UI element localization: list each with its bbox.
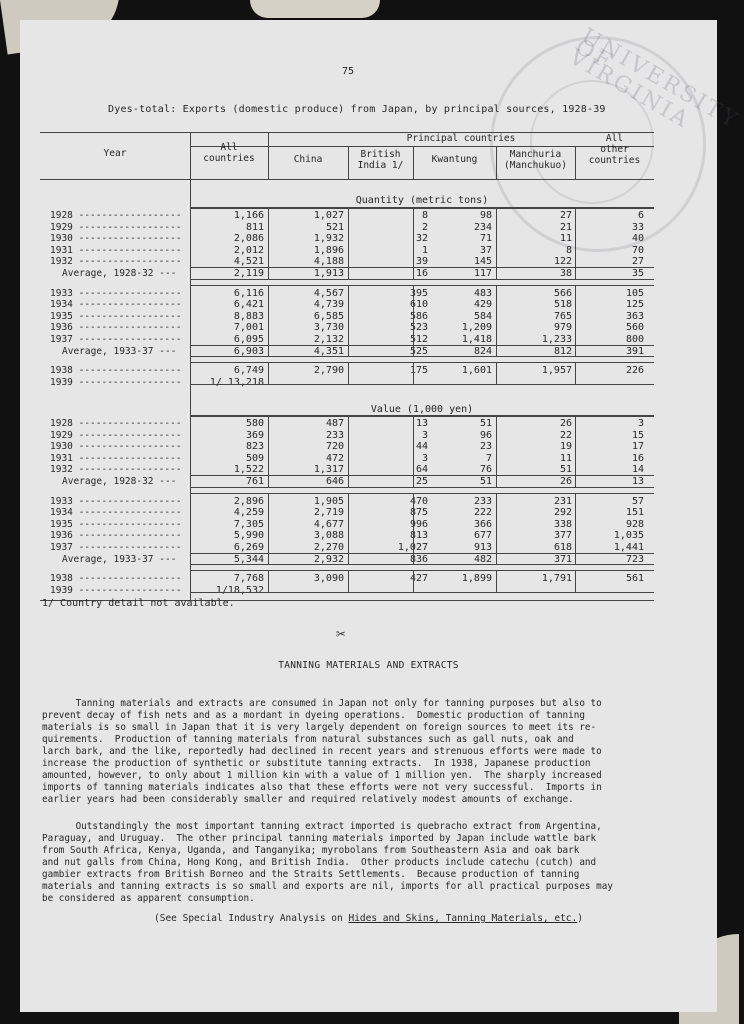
- cell-china: 4,739: [313, 299, 344, 311]
- see-also-link[interactable]: Hides and Skins, Tanning Materials, etc.: [348, 913, 578, 924]
- average-label: Average, 1933-37 ---: [62, 345, 177, 357]
- average-bottom-rule: [190, 279, 654, 280]
- section-title: Value (1,000 yen): [370, 404, 474, 415]
- table-column-rule: [268, 285, 269, 357]
- table-column-rule: [268, 362, 269, 384]
- tail-top-rule: [190, 362, 654, 363]
- section-top-rule: [190, 208, 654, 209]
- cell-all-other: 15: [631, 429, 644, 441]
- average-bottom-rule: [190, 356, 654, 357]
- tail-top-rule: [190, 570, 654, 571]
- cell-all-other: 928: [625, 518, 644, 530]
- table-column-rule: [413, 415, 414, 487]
- cell-china: 4,677: [313, 518, 344, 530]
- cell-china: 4,567: [313, 287, 344, 299]
- cell-all-countries: 2,086: [233, 233, 264, 245]
- cell-china: 487: [325, 418, 344, 429]
- cell-manchuria: 292: [553, 507, 572, 519]
- cell-manchuria: 51: [559, 464, 572, 476]
- cell-all-countries: 823: [245, 441, 264, 453]
- cell-british-india: 2: [421, 221, 428, 233]
- cell-british-india: 836: [409, 553, 428, 565]
- see-also-prefix: (See Special Industry Analysis on: [154, 913, 349, 924]
- table-column-rule: [496, 570, 497, 592]
- cell-manchuria: 338: [553, 518, 572, 530]
- cell-manchuria: 1,791: [541, 573, 572, 585]
- cell-british-india: 1,027: [397, 542, 428, 553]
- cell-china: 521: [325, 221, 344, 233]
- cell-kwantung: 1,209: [461, 322, 492, 334]
- table-column-rule: [413, 285, 414, 357]
- cell-manchuria: 231: [553, 495, 572, 507]
- cell-all-other: 57: [631, 495, 644, 507]
- cell-all-countries: 4,521: [233, 256, 264, 268]
- year-label: 1928 ------------------: [50, 418, 182, 429]
- cell-all-other: 70: [631, 244, 644, 256]
- document-page: [20, 20, 744, 1012]
- year-label: 1939 ------------------: [50, 376, 182, 388]
- section-top-rule: [190, 416, 654, 417]
- year-label: 1938 ------------------: [50, 573, 182, 585]
- cell-all-countries: 2,896: [233, 495, 264, 507]
- cell-kwantung: 913: [473, 542, 492, 553]
- cell-british-india: 39: [415, 256, 428, 268]
- cell-british-india: 44: [415, 441, 428, 453]
- cell-manchuria: 27: [559, 210, 572, 221]
- year-label: 1936 ------------------: [50, 530, 182, 542]
- cell-british-india: 25: [415, 476, 428, 487]
- paragraph-tanning-imports: Outstandingly the most important tanning extract imported is quebracho extract from Argentina, Paraguay, and Uruguay. The other principal tanning materials imported by Japan include wattle bark from South Africa, Kenya, Uganda, and Tanganyika; myrobolans from Southeastern Asia and oak bark and nut galls from China, Hong Kong, and British India. Other products include catechu (cutch) and gambier extracts from British Borneo and the Straits Settlements. Because production of tanning materials and tanning extracts is so small and exports are nil, imports for all practical purposes may be considered as apparent consumption.: [42, 821, 613, 904]
- cell-all-countries: 5,344: [233, 553, 264, 565]
- cell-british-india: 586: [409, 310, 428, 322]
- year-column-rule: [190, 179, 191, 600]
- cell-china: 6,585: [313, 310, 344, 322]
- cell-all-countries: 811: [245, 221, 264, 233]
- cell-kwantung: 482: [473, 553, 492, 565]
- year-label: 1934 ------------------: [50, 507, 182, 519]
- cell-all-countries: 2,119: [233, 268, 264, 279]
- ornament-icon: ✂: [336, 624, 346, 643]
- cell-british-india: 3: [421, 429, 428, 441]
- cell-all-countries: 4,259: [233, 507, 264, 519]
- cell-manchuria: 618: [553, 542, 572, 553]
- cell-all-countries: 2,012: [233, 244, 264, 256]
- cell-kwantung: 117: [473, 268, 492, 279]
- cell-all-other: 560: [625, 322, 644, 334]
- cell-china: 3,088: [313, 530, 344, 542]
- cell-british-india: 610: [409, 299, 428, 311]
- table-column-rule: [268, 207, 269, 279]
- cell-all-other: 13: [631, 476, 644, 487]
- cell-china: 646: [325, 476, 344, 487]
- cloth-edge-top: [250, 0, 380, 18]
- cell-british-india: 525: [409, 345, 428, 357]
- cell-british-india: 875: [409, 507, 428, 519]
- table-column-rule: [268, 493, 269, 565]
- cell-british-india: 3: [421, 452, 428, 464]
- cell-all-countries: 6,116: [233, 287, 264, 299]
- footnote: 1/ Country detail not available.: [42, 598, 235, 609]
- cell-british-india: 813: [409, 530, 428, 542]
- year-label: 1932 ------------------: [50, 464, 182, 476]
- cell-kwantung: 483: [473, 287, 492, 299]
- cell-china: 1,905: [313, 495, 344, 507]
- cell-all-countries: 7,305: [233, 518, 264, 530]
- year-label: 1939 ------------------: [50, 584, 182, 596]
- year-label: 1930 ------------------: [50, 441, 182, 453]
- cell-all-other: 27: [631, 256, 644, 268]
- cell-manchuria: 38: [559, 268, 572, 279]
- cell-british-india: 175: [409, 365, 428, 377]
- cell-manchuria: 21: [559, 221, 572, 233]
- header-kwantung: Kwantung: [431, 154, 478, 165]
- cell-kwantung: 37: [479, 244, 492, 256]
- cell-all-other: 391: [625, 345, 644, 357]
- year-label: 1930 ------------------: [50, 233, 182, 245]
- cell-kwantung: 23: [479, 441, 492, 453]
- cell-all-countries: 1/ 13,218: [209, 376, 264, 388]
- cell-manchuria: 11: [559, 452, 572, 464]
- cell-manchuria: 8: [565, 244, 572, 256]
- header-manchuria: Manchuria (Manchukuo): [504, 149, 567, 171]
- cell-all-countries: 7,768: [233, 573, 264, 585]
- cell-kwantung: 234: [473, 221, 492, 233]
- table-column-rule: [496, 415, 497, 487]
- cell-china: 4,351: [313, 345, 344, 357]
- group-top-rule: [190, 415, 654, 416]
- seal-lettering: UNIVERSITY OF VIRGINIA: [564, 23, 744, 135]
- cell-all-other: 3: [637, 418, 644, 429]
- cell-china: 2,132: [313, 334, 344, 345]
- cell-all-other: 226: [625, 365, 644, 377]
- cell-manchuria: 22: [559, 429, 572, 441]
- table-column-rule: [496, 362, 497, 384]
- cell-all-countries: 6,903: [233, 345, 264, 357]
- header-all-countries: All countries: [203, 142, 255, 164]
- average-bottom-rule: [190, 564, 654, 565]
- year-label: 1935 ------------------: [50, 518, 182, 530]
- year-label: 1933 ------------------: [50, 495, 182, 507]
- table-column-rule: [575, 207, 576, 279]
- cell-manchuria: 371: [553, 553, 572, 565]
- table-column-rule: [575, 493, 576, 565]
- cell-all-countries: 6,095: [233, 334, 264, 345]
- header-principal-countries: Principal countries: [406, 133, 516, 144]
- table-column-rule: [348, 285, 349, 357]
- cell-kwantung: 145: [473, 256, 492, 268]
- cell-kwantung: 1,418: [461, 334, 492, 345]
- group-top-rule: [190, 207, 654, 208]
- table-column-rule: [496, 207, 497, 279]
- year-label: 1932 ------------------: [50, 256, 182, 268]
- group-top-rule: [190, 285, 654, 286]
- cell-china: 1,317: [313, 464, 344, 476]
- average-label: Average, 1928-32 ---: [62, 476, 177, 487]
- average-label: Average, 1933-37 ---: [62, 553, 177, 565]
- year-label: 1933 ------------------: [50, 287, 182, 299]
- cell-kwantung: 1,899: [461, 573, 492, 585]
- table-title: Dyes-total: Exports (domestic produce) from Japan, by principal sources, 1928-39: [108, 104, 606, 115]
- cell-manchuria: 765: [553, 310, 572, 322]
- cell-kwantung: 222: [473, 507, 492, 519]
- table-column-rule: [575, 285, 576, 357]
- cell-all-countries: 6,749: [233, 365, 264, 377]
- table-column-rule: [413, 493, 414, 565]
- cell-manchuria: 518: [553, 299, 572, 311]
- cell-british-india: 395: [409, 287, 428, 299]
- cell-manchuria: 1,957: [541, 365, 572, 377]
- cell-china: 2,270: [313, 542, 344, 553]
- tail-bottom-rule: [190, 384, 654, 385]
- cell-british-india: 32: [415, 233, 428, 245]
- cell-kwantung: 677: [473, 530, 492, 542]
- table-column-rule: [348, 362, 349, 384]
- year-label: 1929 ------------------: [50, 221, 182, 233]
- cell-china: 4,188: [313, 256, 344, 268]
- year-label: 1931 ------------------: [50, 452, 182, 464]
- cell-all-other: 33: [631, 221, 644, 233]
- cell-kwantung: 233: [473, 495, 492, 507]
- table-column-rule: [413, 570, 414, 592]
- cell-kwantung: 7: [485, 452, 492, 464]
- header-all-other: All other countries: [588, 133, 641, 166]
- cell-all-other: 16: [631, 452, 644, 464]
- average-label: Average, 1928-32 ---: [62, 268, 177, 279]
- table-column-rule: [413, 362, 414, 384]
- cell-all-countries: 8,883: [233, 310, 264, 322]
- cell-china: 3,090: [313, 573, 344, 585]
- cell-china: 233: [325, 429, 344, 441]
- cell-china: 3,730: [313, 322, 344, 334]
- cell-british-india: 470: [409, 495, 428, 507]
- table-column-rule: [496, 493, 497, 565]
- cell-british-india: 16: [415, 268, 428, 279]
- year-label: 1929 ------------------: [50, 429, 182, 441]
- header-china: China: [293, 154, 323, 165]
- see-also-note: [20, 913, 717, 925]
- cell-all-other: 561: [625, 573, 644, 585]
- table-column-rule: [268, 570, 269, 592]
- cell-kwantung: 429: [473, 299, 492, 311]
- table-column-rule: [348, 570, 349, 592]
- cell-all-countries: 6,269: [233, 542, 264, 553]
- cell-manchuria: 979: [553, 322, 572, 334]
- cell-manchuria: 26: [559, 476, 572, 487]
- year-label: 1935 ------------------: [50, 310, 182, 322]
- cell-china: 1,896: [313, 244, 344, 256]
- cell-manchuria: 377: [553, 530, 572, 542]
- cell-china: 2,932: [313, 553, 344, 565]
- tail-bottom-rule: [190, 592, 654, 593]
- cell-kwantung: 96: [479, 429, 492, 441]
- cell-british-india: 512: [409, 334, 428, 345]
- cell-all-countries: 7,001: [233, 322, 264, 334]
- cell-all-other: 17: [631, 441, 644, 453]
- cell-all-other: 35: [631, 268, 644, 279]
- cell-kwantung: 51: [479, 418, 492, 429]
- year-label: 1936 ------------------: [50, 322, 182, 334]
- year-label: 1928 ------------------: [50, 210, 182, 221]
- table-column-rule: [348, 415, 349, 487]
- section-heading: TANNING MATERIALS AND EXTRACTS: [278, 660, 459, 671]
- cell-british-india: 996: [409, 518, 428, 530]
- cell-kwantung: 366: [473, 518, 492, 530]
- cell-all-countries: 6,421: [233, 299, 264, 311]
- cell-china: 1,027: [313, 210, 344, 221]
- section-title: Quantity (metric tons): [355, 195, 489, 206]
- year-label: 1938 ------------------: [50, 365, 182, 377]
- cell-china: 720: [325, 441, 344, 453]
- cell-manchuria: 1,233: [541, 334, 572, 345]
- cell-british-india: 1: [421, 244, 428, 256]
- cell-manchuria: 122: [553, 256, 572, 268]
- cell-all-other: 363: [625, 310, 644, 322]
- cell-all-other: 14: [631, 464, 644, 476]
- table-column-rule: [348, 493, 349, 565]
- cell-british-india: 427: [409, 573, 428, 585]
- cell-china: 1,913: [313, 268, 344, 279]
- cell-all-countries: 369: [245, 429, 264, 441]
- header-year: Year: [103, 148, 127, 159]
- table-column-rule: [413, 207, 414, 279]
- cell-kwantung: 1,601: [461, 365, 492, 377]
- cell-all-other: 1,441: [613, 542, 644, 553]
- header-british-india: British India 1/: [357, 149, 404, 171]
- cell-kwantung: 584: [473, 310, 492, 322]
- cell-all-countries: 1,166: [233, 210, 264, 221]
- cell-kwantung: 98: [479, 210, 492, 221]
- cell-all-other: 800: [625, 334, 644, 345]
- see-also-suffix: ): [577, 913, 583, 924]
- cell-british-india: 8: [421, 210, 428, 221]
- year-label: 1937 ------------------: [50, 334, 182, 345]
- table-column-rule: [575, 362, 576, 384]
- cell-british-india: 523: [409, 322, 428, 334]
- cell-manchuria: 11: [559, 233, 572, 245]
- table-column-rule: [575, 415, 576, 487]
- cell-all-other: 125: [625, 299, 644, 311]
- cell-all-countries: 509: [245, 452, 264, 464]
- table-column-rule: [575, 570, 576, 592]
- cell-manchuria: 19: [559, 441, 572, 453]
- page-number: 75: [342, 66, 355, 77]
- table-column-rule: [348, 207, 349, 279]
- year-label: 1937 ------------------: [50, 542, 182, 553]
- cell-china: 472: [325, 452, 344, 464]
- cell-kwantung: 51: [479, 476, 492, 487]
- cell-all-countries: 761: [245, 476, 264, 487]
- table-column-rule: [496, 285, 497, 357]
- cell-all-other: 6: [637, 210, 644, 221]
- year-label: 1934 ------------------: [50, 299, 182, 311]
- average-bottom-rule: [190, 487, 654, 488]
- cell-all-other: 105: [625, 287, 644, 299]
- cell-all-countries: 1/18,532: [215, 584, 264, 596]
- cell-manchuria: 566: [553, 287, 572, 299]
- cell-all-countries: 5,990: [233, 530, 264, 542]
- cell-all-other: 151: [625, 507, 644, 519]
- cell-china: 2,790: [313, 365, 344, 377]
- cell-british-india: 13: [415, 418, 428, 429]
- table-column-rule: [268, 415, 269, 487]
- paragraph-tanning-intro: Tanning materials and extracts are consumed in Japan not only for tanning purposes but also to prevent decay of fish nets and as a mordant in dyeing operations. Domestic production of tanning materials is so small in Japan that it is very largely dependent on foreign sources to meet its re- quirements. Production of tanning materials from natural substances such as gall nuts, oak and larch bark, and the like, reportedly had declined in recent years and strenuous efforts were made to increase the production of synthetic or substitute tanning extracts. In 1938, Japanese production amounted, however, to only about 1 million kin with a value of 1 million yen. The sharply increased imports of tanning materials indicates also that these efforts were not very successful. Imports in earlier years had been considerably smaller and required relatively modest amounts of exchange.: [42, 698, 602, 805]
- cell-all-other: 1,035: [613, 530, 644, 542]
- cell-kwantung: 71: [479, 233, 492, 245]
- cell-manchuria: 26: [559, 418, 572, 429]
- cell-all-countries: 580: [245, 418, 264, 429]
- group-top-rule: [190, 493, 654, 494]
- year-label: 1931 ------------------: [50, 244, 182, 256]
- cell-british-india: 64: [415, 464, 428, 476]
- cell-all-other: 723: [625, 553, 644, 565]
- cell-all-countries: 1,522: [233, 464, 264, 476]
- header-bottom-rule: [40, 179, 654, 180]
- cell-kwantung: 824: [473, 345, 492, 357]
- cell-manchuria: 812: [553, 345, 572, 357]
- cell-kwantung: 76: [479, 464, 492, 476]
- cell-china: 1,932: [313, 233, 344, 245]
- cell-all-other: 40: [631, 233, 644, 245]
- cell-china: 2,719: [313, 507, 344, 519]
